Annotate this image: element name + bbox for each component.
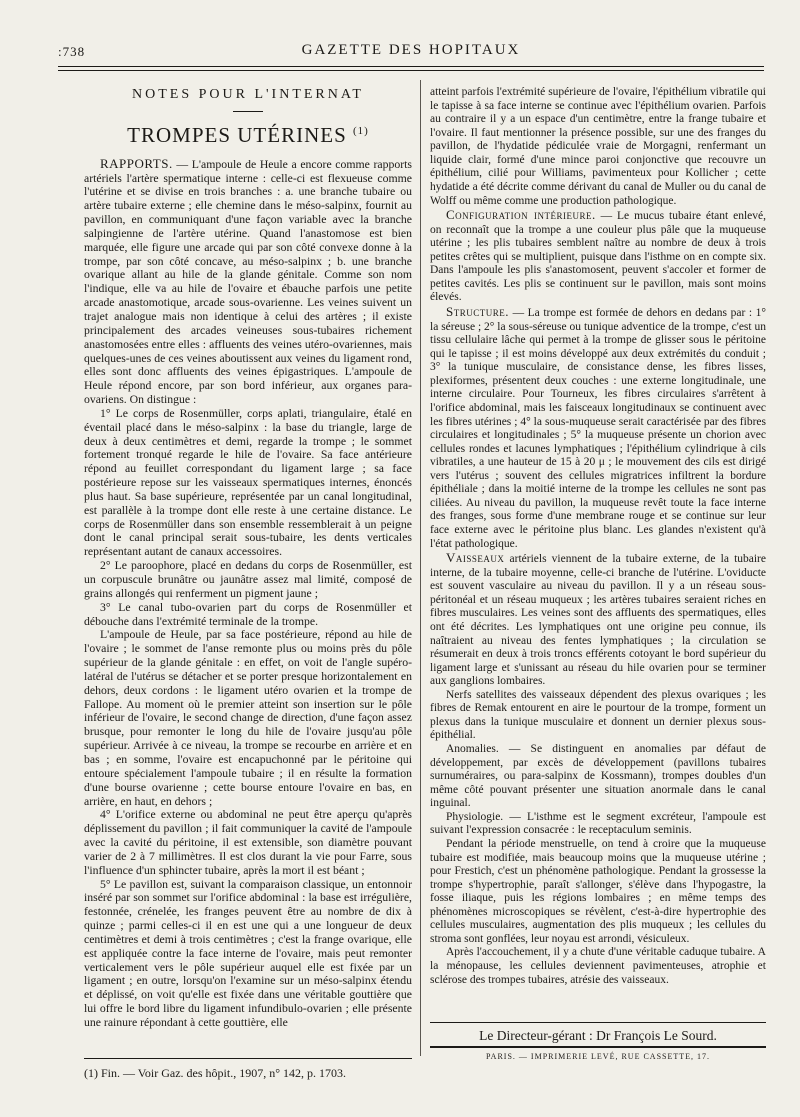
footnote: (1) Fin. — Voir Gaz. des hôpit., 1907, n° 142, p. 1703. [84,1066,347,1080]
paragraph-vaisseaux [430,551,766,689]
director-signature: Le Directeur-gérant : Dr François Le Sourd. [479,1028,717,1043]
journal-title: GAZETTE DES HOPITAUX [301,42,521,58]
paragraph-orifice-externe: 4° L'orifice externe ou abdominal ne peut être aperçu qu'après déplissement du pavillon ; il fait communiquer la cavité de l'ampoule avec la cavité du péritoine, il est extensible, son diamètre pouvant varier de 2 à 7 millimètres. Il est clos durant la vie pour Farre, sous l'influence d'un sphincter tubaire, après la mort il est béant ; [84,808,412,877]
paragraph-canal-tubo-ovarien: 3° Le canal tubo-ovarien part du corps de Rosenmüller et débouche dans l'extrémité terminale de la trompe. [84,600,412,628]
article-title [84,122,412,147]
paragraph-text: — L'ampoule de Heule a encore comme rapports artériels l'artère spermatique interne : celle-ci est flexueuse comme l'utérine et se divise en trois branches : a. une branche tubaire ou artère tubaire externe ; elle chemine dans le méso-salpinx, fournit au pavillon, en communiquant d'une façon variable avec la branche salpingienne de l'artère utérine. Quand l'anastomose est bien marquée, elle figure une arcade qui par son côté convexe donne à la trompe, par son côté concave, au méso-salpinx ; b. une branche ovarique allant au hile de la glande génitale. Comme son nom l'indique, elle va au hile de l'ovaire et ébauche parfois une petite arcade anastomotique, arcade sous-ovarienne. Les veines suivent un trajet analogue mais non identique à celui des artères ; il existe principalement des arcades veineuses sous-tubaires richement anastomosées entre elles : affluents des veines utéro-ovariennes, mais quelques-unes de ces veines aboutissent aux veines du ligament rond, elles sont donc affluents des veines épigastriques. L'ampoule de Heule répond encore, par son bord inférieur, aux organes para-ovariens. On distingue : [84,157,412,407]
paragraph-nerfs: Nerfs satellites des vaisseaux dépendent des plexus ovariques ; les fibres de Remak entourent en aire le pourtour de la trompe, forment un plexus dans la tunique musculaire et donnent un dernier plexus sous-épithélial. [430,688,766,742]
signature-rule-bottom [430,1046,766,1048]
header-rule [58,66,764,67]
paragraph-physiologie: Physiologie. — L'isthme est le segment excréteur, l'ampoule est suivant l'expression consacrée : le receptaculum seminis. [430,810,766,837]
paragraph-face-posterieure: L'ampoule de Heule, par sa face postérieure, répond au hile de l'ovaire ; le sommet de l'anse remonte plus ou moins près du pôle supérieur de la glande génitale : en effet, on voit de l'angle supéro-latéral de l'utérus se détacher et se porter presque horizontalement en dehors, deux cordons : le ligament utéro ovarien et la trompe de Fallope. Au moment où le premier atteint son insertion sur le pôle inférieur de l'ovaire, le second change de direction, d'une façon assez brusque, pour remonter le long du hile de l'ovaire jusqu'au pôle supérieur. Arrivée à ce niveau, la trompe se recourbe en arrière et en bas ; en somme, l'ovaire est encapuchonné par le péritoine qui entoure spécialement l'ampoule tubaire ; il en résulte la formation d'une bourse ovarienne ; cette bourse entoure l'ovaire en bas, en arrière, en haut, en dehors ; [84,628,412,808]
column-separator [420,80,421,1056]
page-header [58,40,764,64]
section-lead-vaisseaux: Vaisseaux [446,550,505,566]
section-lead-structure: Structure. [446,304,509,319]
right-column [430,86,766,987]
paragraph-pavillon: 5° Le pavillon est, suivant la comparaison classique, un entonnoir inséré par son sommet sur l'orifice abdominal : la base est irrégulière, festonnée, crénelée, les franges peuvent être au nombre de dix à quinze ; parmi celles-ci il en est une qui a une longueur de deux centimètres et demi à trois centimètres ; c'est la frange ovarique, elle est appliquée contre la face interne de l'ovaire, mais peut remonter verticalement vers le pôle supérieur auquel elle est fixée par un ligament ; en outre, lorsqu'on l'examine sur un méso-salpinx étendu et déplissé, on voit qu'elle est fixée dans une véritable gouttière que lui offre le bord libre du ligament infundibulo-ovarien ; elle présente une rainure répondant à cette gouttière, elle [84,877,412,1029]
footnote-rule [84,1058,412,1059]
rubric-divider [233,111,263,112]
paragraph-anomalies: Anomalies. — Se distinguent en anomalies par défaut de développement, par excès de développement (pavillons tubaires surnuméraires, ou para-salpinx de Kossmann), trompes doubles d'un même côté pouvant présenter une situation anormale dans le canal inguinal. [430,743,766,810]
paragraph-corps-rosenmuller: 1° Le corps de Rosenmüller, corps aplati, triangulaire, étalé en éventail placé dans le méso-salpinx : la base du triangle, large de deux à deux centimètres et demi, regarde la trompe ; le sommet fortement tronqué regarde le hile de l'ovaire. Sa face antérieure répond au feuillet correspondant du ligament large ; sa face postérieure repose sur les vaisseaux spermatiques internes, énoncés plus haut. Sa base supérieure, représentée par un canal longitudinal, est parallèle à la trompe dont elle reste à une certaine distance. Le corps de Rosenmüller dans son ensemble ressemblerait à un peigne dont le canal principal serait sous-tubaire, les dents verticales représentant autant de canaux accessoires. [84,406,412,559]
printer-imprint: PARIS. — IMPRIMERIE LEVÉ, RUE CASSETTE, 17. [485,1052,711,1061]
paragraph-text: artériels viennent de la tubaire externe, de la tubaire interne, de la tubaire moyenne, celle-ci branche de l'utérine. L'oviducte est souvent vasculaire au niveau du pavillon. Il y a un réseau sous-péritonéal et un réseau muqueux ; les artères tubaires seraient riches en fibres musculaires. Les veines sont des affluents des spermatiques, elles ont été décrites. Les lymphatiques ont une origine peu connue, ils naîtraient au niveau des fentes lymphatiques ; la circulation se résumerait en deux à trois troncs efférents cotoyant le bord supérieur du ligament large et s'unissant au réseau du hile ovarien pour se terminer aux ganglions lombaires. [430,553,766,688]
paragraph-accouchement: Après l'accouchement, il y a chute d'une véritable caduque tubaire. A la ménopause, les cellules deviennent pavimenteuses, atrophie et sclérose des trompes tubaires, atrésie des vaisseaux. [430,946,766,986]
signature-rule-top [430,1022,766,1023]
paragraph-rapports [84,157,412,407]
paragraph-structure [430,305,766,551]
left-column [84,86,412,1030]
paragraph-text: — Le mucus tubaire étant enlevé, on reconnaît que la trompe a une couleur plus pâle que la muqueuse utérine ; les plis tubaires semblent naître au nombre de deux à trois petites crêtes qui se multiplient, puisque dans l'isthme on en compte six. Dans l'ampoule les plis s'anastomosent, peuvent s'accoler et former de petites cavités. Les plis se continuent sur le pavillon, mais sont moins élevés. [430,210,766,304]
section-lead-rapports: RAPPORTS. [100,155,173,171]
header-rule-double [58,70,764,71]
paragraph-periode-menstruelle: Pendant la période menstruelle, on tend à croire que la muqueuse tubaire est modifiée, mais beaucoup moins que la muqueuse utérine ; pour Frestich, c'est un phénomène pathologique. Pendant la grossesse la trompe s'hypertrophie, paraît s'allonger, s'élève dans l'hypogastre, la fosse iliaque, puis les régions lombaires ; en même temps des phénomènes microscopiques se révèlent, c'est-à-dire hypertrophie des cellules musculaires, augmentation des plis muqueux ; les cellules du stroma sont gonflées, leur noyau est arrondi, vésiculeux. [430,837,766,945]
page-number: :738 [58,44,86,59]
paragraph-text: — La trompe est formée de dehors en dedans par : 1° la séreuse ; 2° la sous-séreuse ou tunique adventice de la trompe, c'est un tissu cellulaire lâche qui permet à la trompe de glisser sous le péritoine qui le tapisse ; il est moins développé aux deux extrémités du conduit ; 3° la tunique musculaire, de consistance dense, les fibres lisses, plexiformes, présentent deux couches : une externe longitudinale, une interne circulaire. Pour Tourneux, les fibres circulaires s'arrêtent à l'orifice abdominal, mais les faisceaux longitudinaux se continuent avec les fibres utérines ; 4° la sous-muqueuse serait caractérisée par des fibres circulaires et longitudinales ; 5° la muqueuse présente un chorion avec cellules rondes et lacunes lymphatiques ; l'épithélium cylindrique à cils vibratiles, a une hauteur de 15 à 20 μ ; le mouvement des cils est dirigé vers l'utérus ; souvent des cellules migratrices infiltrent la bordure épithéliale ; dans la moitié interne de la trompe les cellules ne sont pas ciliées. Au niveau du pavillon, la muqueuse revêt toute la face interne des franges, sous forme d'une membrane rouge et se continue sur leur face externe avec le péritoine plus blanc. Les glandes n'existent qu'à l'état pathologique. [430,307,766,550]
paragraph-configuration [430,208,766,305]
paragraph-paroophore: 2° Le paroophore, placé en dedans du corps de Rosenmüller, est un corpuscule brunâtre ou jaunâtre assez mal limité, composé de grains allongés qui renferment un pigment jaune ; [84,559,412,600]
paragraph-continuation: atteint parfois l'extrémité supérieure de l'ovaire, l'épithélium vibratile qui le tapisse à sa face interne se continue avec l'épithélium ovarien. Parfois au contraire il y a un espace d'un centimètre, entre la frange tubaire et l'ovaire. Il faut mentionner la présence possible, sur une des franges du pavillon, de l'hydatide pédiculée vraie de Morgagni, renfermant un liquide clair, formé d'une mince paroi conjonctive que recouvre un épithélium, cilié pour Williams, pavimenteux pour Kollicher ; cette hydatide a été décrite comme dérivant du canal de Muller ou du canal de Wolff ou même comme une production pathologique. [430,86,766,207]
article-title-text: TROMPES UTÉRINES [127,122,347,147]
section-rubric: NOTES POUR L'INTERNAT [132,87,364,102]
section-lead-configuration: Configuration intérieure. [446,207,596,223]
footnote-marker: (1) [353,124,369,137]
